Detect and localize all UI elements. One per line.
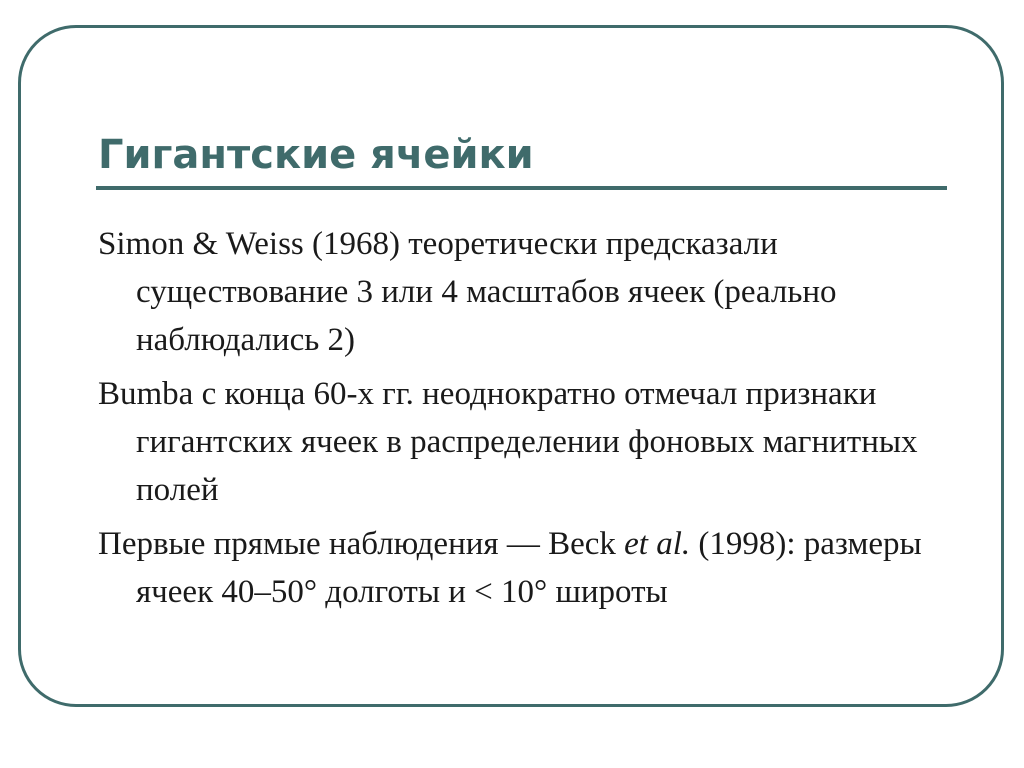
bullet-text: Bumba с конца 60-х гг. неоднократно отмечал признаки гигантских ячеек в распределении фоновых магнитных полей	[98, 376, 918, 508]
bullet-text-emphasis: et al.	[624, 526, 691, 562]
bullet-item-simon-weiss	[98, 220, 938, 364]
bullet-text-prefix: Первые прямые наблюдения — Beck	[98, 526, 625, 562]
slide-title: Гигантские ячейки	[98, 132, 534, 178]
bullet-item-beck	[98, 520, 938, 616]
bullet-item-bumba	[98, 370, 938, 514]
bullet-list	[98, 220, 938, 622]
title-underline	[96, 186, 947, 190]
bullet-text-suffix: (1998): размеры ячеек 40–50° долготы и < 10° широты	[136, 526, 922, 610]
bullet-text: Simon & Weiss (1968) теоретически предсказали существование 3 или 4 масштабов ячеек (реально наблюдались 2)	[98, 226, 837, 358]
